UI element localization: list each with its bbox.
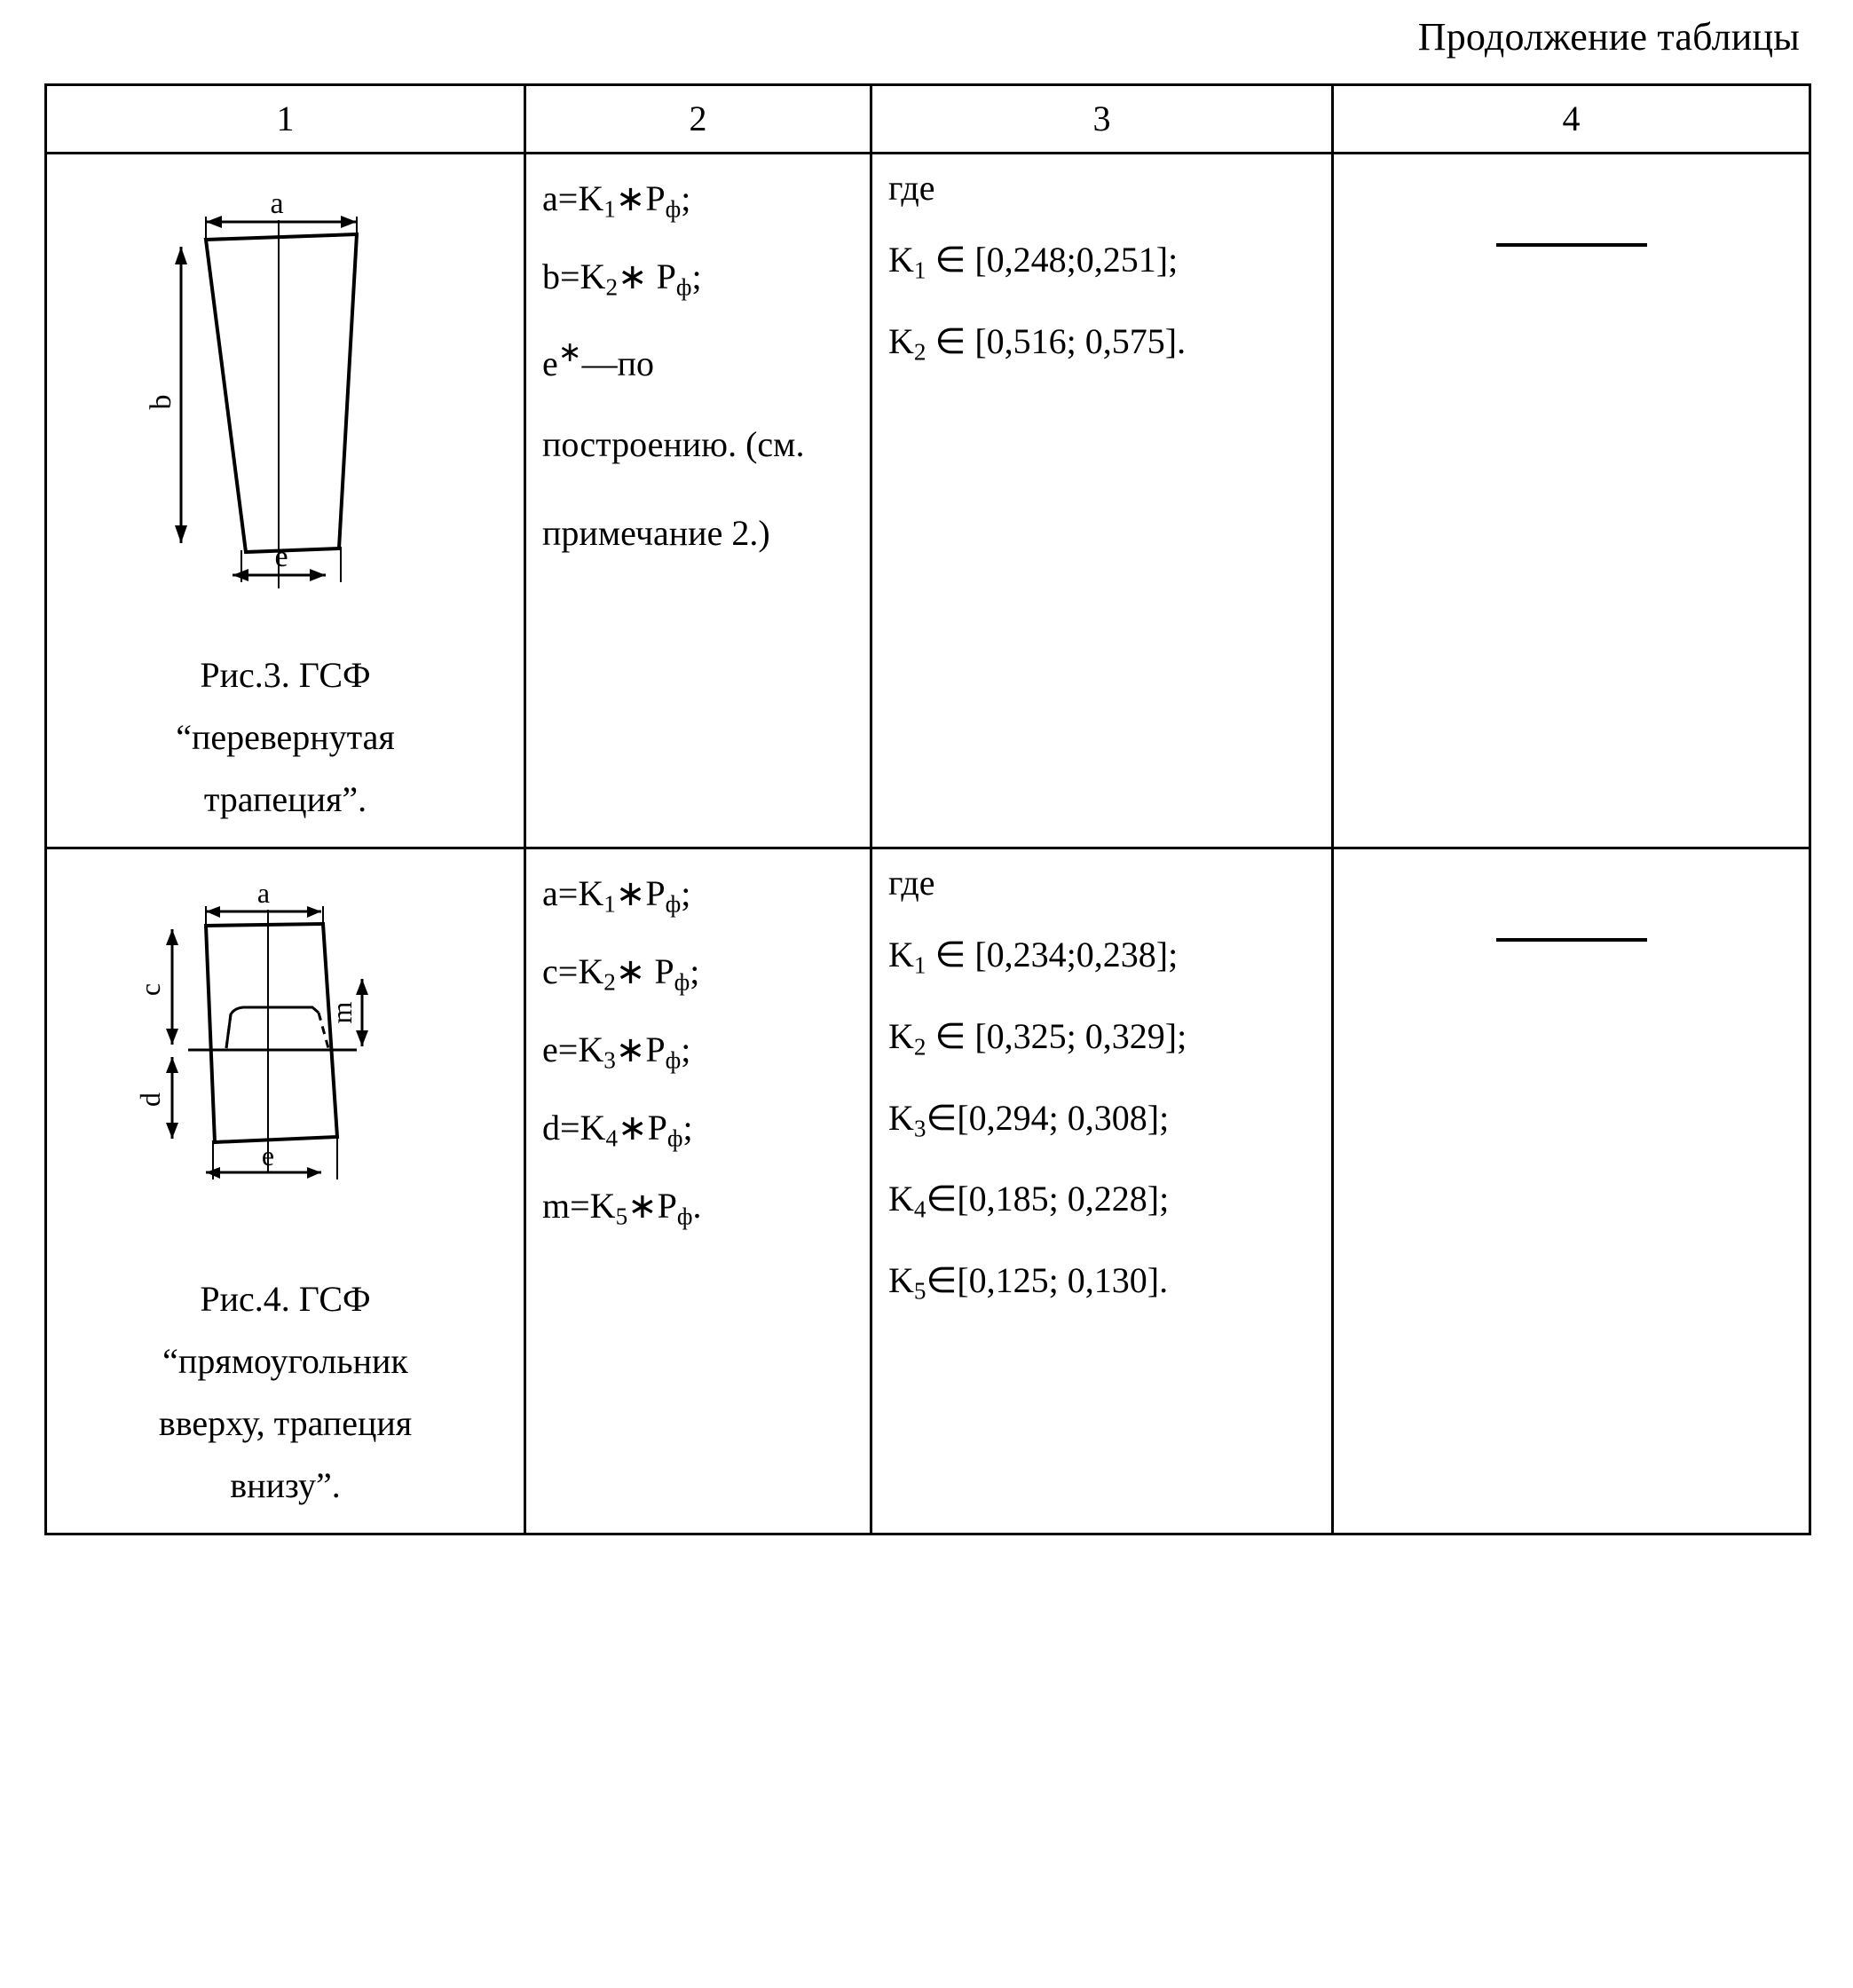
inverted-trapezoid-diagram xyxy=(99,185,472,628)
formula-e: $e=K_3∗P_ф$; xyxy=(542,1030,691,1074)
table-header-row xyxy=(46,85,1810,154)
svg-text:b: b xyxy=(144,394,177,410)
formula-a: $a=K_1∗P_ф$; xyxy=(542,178,691,223)
svg-text:m: m xyxy=(325,1001,358,1024)
figure-cell-3 xyxy=(46,154,525,848)
condition-k2: $K_2$ ∈ [0,325; 0,329]; xyxy=(888,1016,1187,1061)
continuation-table xyxy=(44,83,1811,1535)
column-header-1: 1 xyxy=(46,85,525,154)
condition-k3: $K_3\in[0,294$; 0,308]; xyxy=(888,1097,1170,1142)
formula-note-2: примечание 2.) xyxy=(542,513,770,554)
formula-e: e∗—по xyxy=(542,335,654,384)
caption-line: Рис.4. ГСФ xyxy=(200,1279,371,1320)
caption-line: внизу”. xyxy=(230,1465,341,1506)
caption-line: “перевернутая xyxy=(176,717,395,758)
notes-cell-3 xyxy=(1333,154,1810,848)
figure-3 xyxy=(63,167,508,831)
conditions-cell-4 xyxy=(871,848,1333,1534)
column-header-3: 3 xyxy=(871,85,1333,154)
formula-d: $d=K_4∗P_ф$; xyxy=(542,1107,693,1152)
column-header-4: 4 xyxy=(1333,85,1810,154)
notes-cell-4 xyxy=(1333,848,1810,1534)
svg-text:c: c xyxy=(133,983,166,997)
condition-k5: $K_5\in[0,125$; 0,130]. xyxy=(888,1259,1169,1305)
svg-text:a: a xyxy=(256,880,270,910)
formula-note: построению. (см. xyxy=(542,424,805,465)
svg-text:e: e xyxy=(261,1140,274,1172)
formula-a: $a=K_1∗P_ф$; xyxy=(542,873,691,918)
figure-4-caption xyxy=(91,1268,481,1517)
formula-c: $c=K_2∗$ $P_ф$; xyxy=(542,951,700,996)
where-label: где xyxy=(888,168,935,209)
column-header-2: 2 xyxy=(525,85,871,154)
page-title: Продолжение таблицы xyxy=(1417,15,1800,59)
svg-text:a: a xyxy=(269,187,284,221)
figure-3-caption xyxy=(91,644,481,831)
table-row xyxy=(46,154,1810,848)
caption-line: вверху, трапеция xyxy=(158,1403,413,1444)
where-label: где xyxy=(888,863,935,903)
svg-text:e: e xyxy=(273,540,288,574)
formula-m: $m=K_5∗P_ф$. xyxy=(542,1185,702,1230)
figure-cell-4 xyxy=(46,848,525,1534)
formula-b: $b=K_2∗$ $P_ф$; xyxy=(542,256,702,301)
caption-line: трапеция”. xyxy=(203,779,367,820)
table-row xyxy=(46,848,1810,1534)
dash-mark xyxy=(1496,243,1647,247)
condition-k1: $K_1$ ∈ [0,248;0,251]; xyxy=(888,240,1179,284)
dash-mark xyxy=(1496,938,1647,942)
caption-line: Рис.3. ГСФ xyxy=(200,655,371,696)
formula-cell-3 xyxy=(525,154,871,848)
conditions-cell-3 xyxy=(871,154,1333,848)
caption-line: “прямоугольник xyxy=(162,1341,408,1382)
svg-text:d: d xyxy=(133,1093,166,1108)
figure-4 xyxy=(63,862,508,1517)
rect-top-trapezoid-bottom-diagram xyxy=(99,880,472,1252)
formula-cell-4 xyxy=(525,848,871,1534)
condition-k2: $K_2$ ∈ [0,516; 0,575]. xyxy=(888,321,1187,366)
condition-k1: $K_1$ ∈ [0,234;0,238]; xyxy=(888,935,1179,979)
condition-k4: $K_4\in[0,185$; 0,228]; xyxy=(888,1179,1170,1223)
